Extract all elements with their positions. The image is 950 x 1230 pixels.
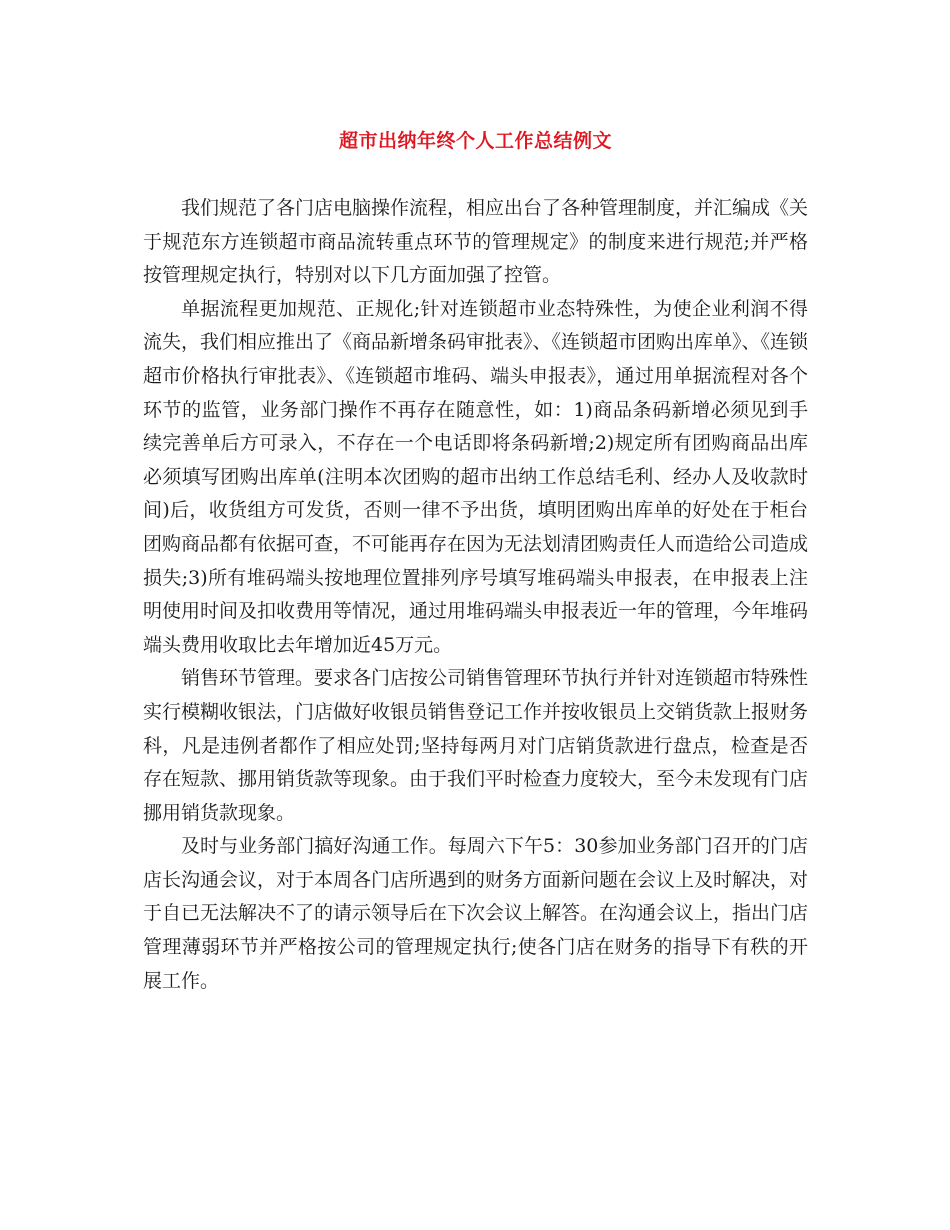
document-body bbox=[143, 192, 808, 998]
paragraph-2: 单据流程更加规范、正规化;针对连锁超市业态特殊性，为使企业利润不得流失，我们相应推出了《商品新增条码审批表》、《连锁超市团购出库单》、《连锁超市价格执行审批表》、《连锁超市堆码、端头申报表》，通过用单据流程对各个环节的监管，业务部门操作不再存在随意性，如：1)商品条码新增必须见到手续完善单后方可录入，不存在一个电话即将条码新增;2)规定所有团购商品出库必须填写团购出库单(注明本次团购的超市出纳工作总结毛利、经办人及收款时间)后，收货组方可发货，否则一律不予出货，填明团购出库单的好处在于柜台团购商品都有依据可查，不可能再存在因为无法划清团购责任人而造给公司造成损失;3)所有堆码端头按地理位置排列序号填写堆码端头申报表，在申报表上注明使用时间及扣收费用等情况，通过用堆码端头申报表近一年的管理，今年堆码端头费用收取比去年增加近45万元。 bbox=[143, 297, 809, 656]
document-title: 超市出纳年终个人工作总结例文 bbox=[338, 130, 612, 152]
paragraph-3: 销售环节管理。要求各门店按公司销售管理环节执行并针对连锁超市特殊性实行模糊收银法，门店做好收银员销售登记工作并按收银员上交销货款上报财务科，凡是违例者都作了相应处罚;坚持每两月对门店销货款进行盘点，检查是否存在短款、挪用销货款等现象。由于我们平时检查力度较大，至今未发现有门店挪用销货款现象。 bbox=[143, 667, 809, 824]
paragraph-1: 我们规范了各门店电脑操作流程，相应出台了各种管理制度，并汇编成《关于规范东方连锁超市商品流转重点环节的管理规定》的制度来进行规范;并严格按管理规定执行，特别对以下几方面加强了控管。 bbox=[143, 197, 809, 287]
paragraph-4: 及时与业务部门搞好沟通工作。每周六下午5：30参加业务部门召开的门店店长沟通会议，对于本周各门店所遇到的财务方面新问题在会议上及时解决，对于自已无法解决不了的请示领导后在下次会议上解答。在沟通会议上，指出门店管理薄弱环节并严格按公司的管理规定执行;使各门店在财务的指导下有秩的开展工作。 bbox=[143, 835, 809, 992]
